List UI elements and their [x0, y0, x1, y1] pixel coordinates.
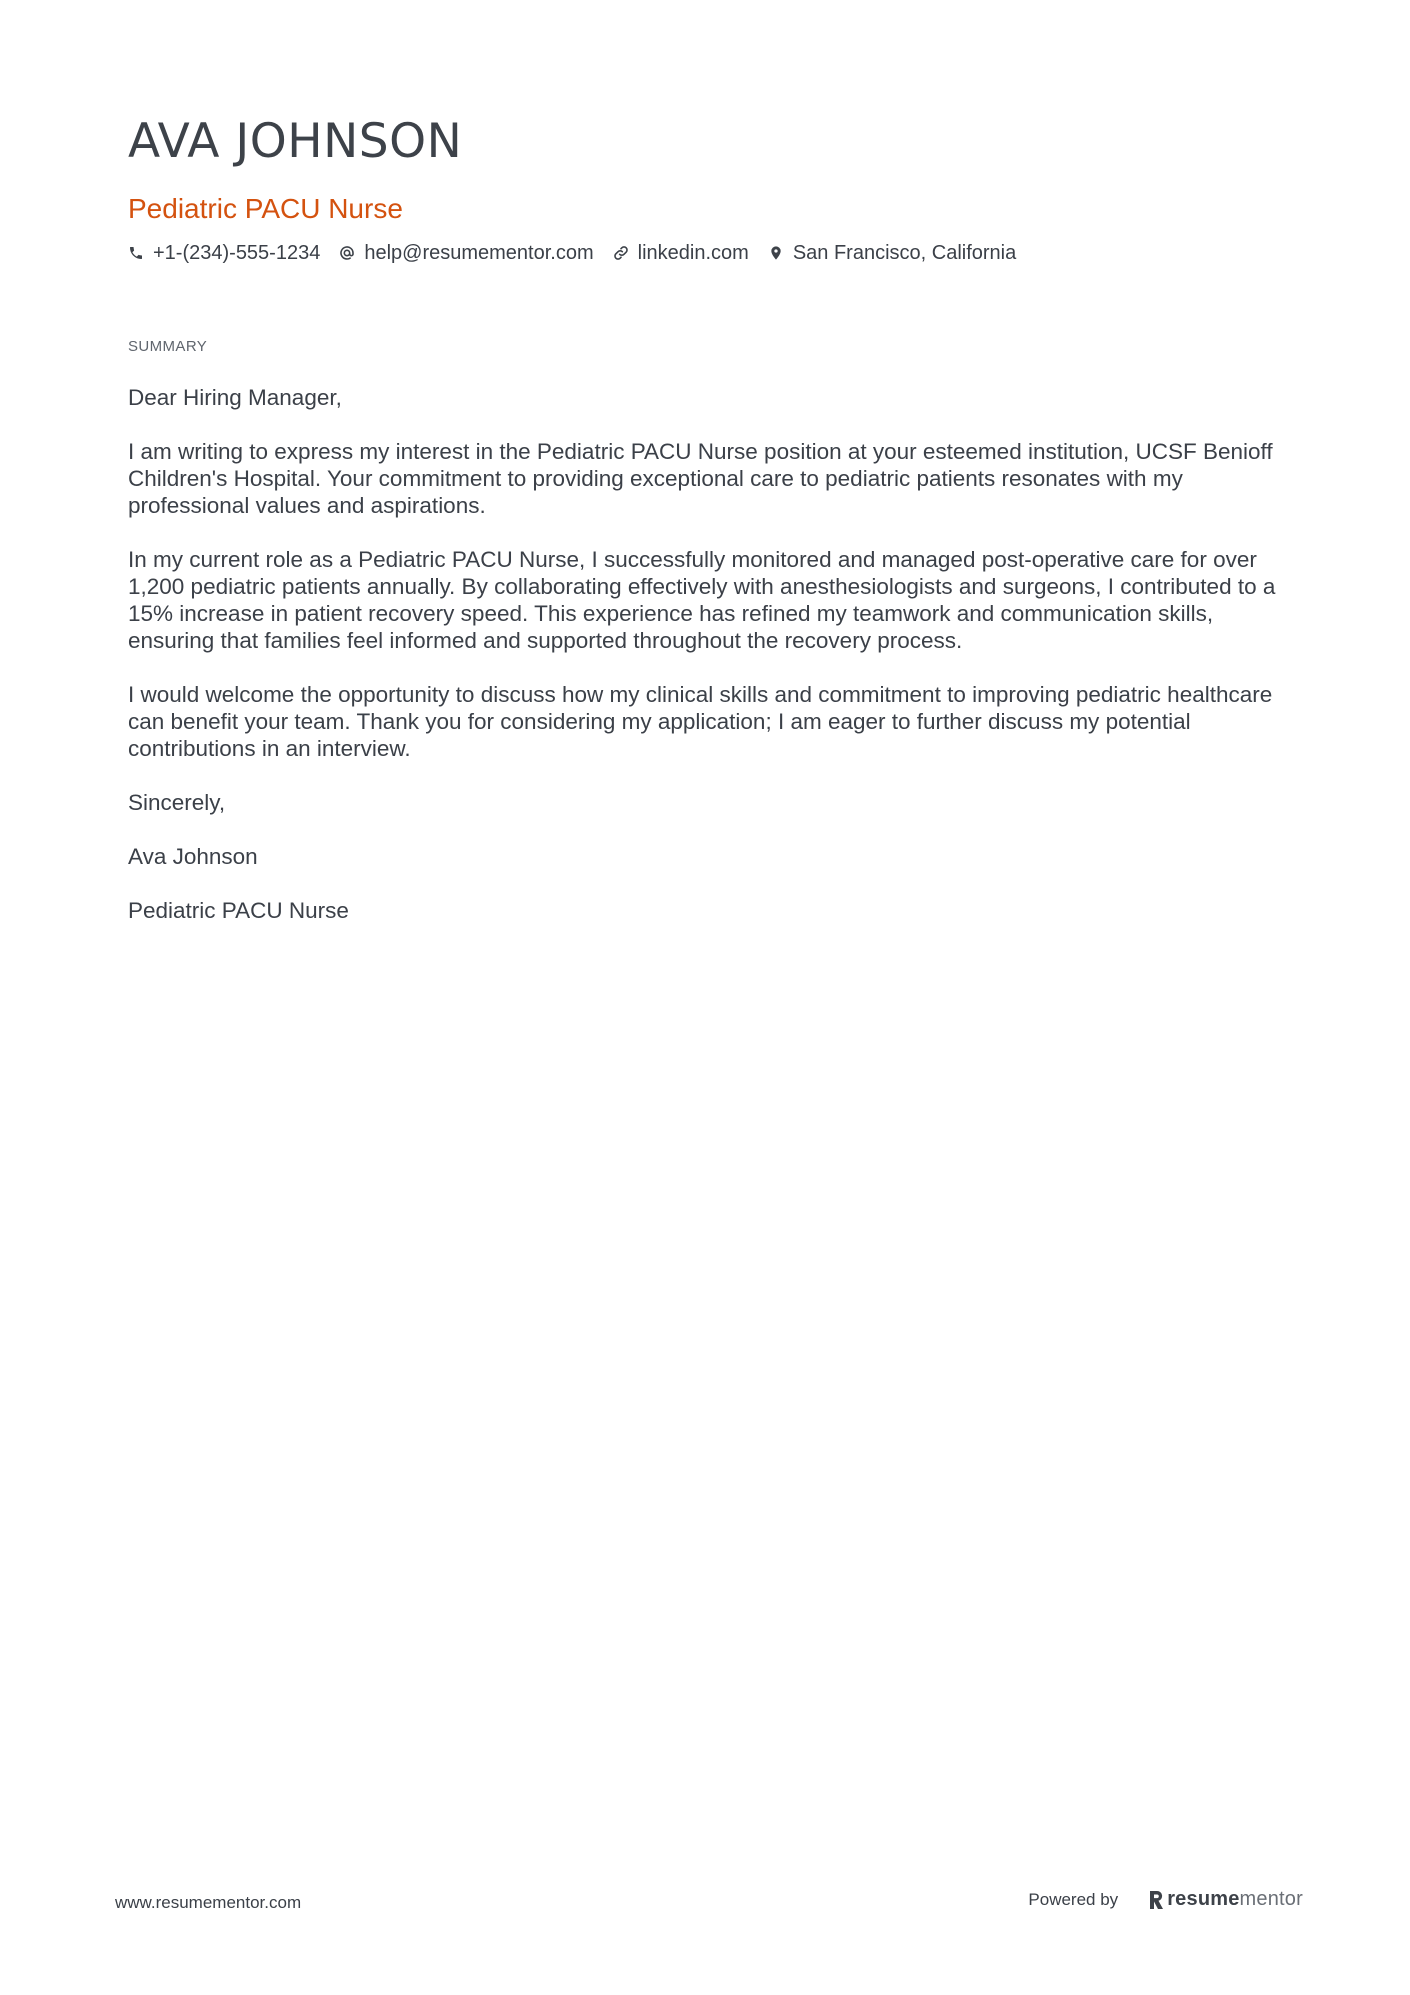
powered-by-label: Powered by	[1028, 1889, 1119, 1909]
linkedin-text: linkedin.com	[637, 242, 749, 264]
at-icon	[339, 245, 355, 261]
section-label-summary: SUMMARY	[128, 338, 208, 355]
signature-title: Pediatric PACU Nurse	[128, 898, 349, 923]
letter-greeting: Dear Hiring Manager,	[128, 385, 342, 410]
contact-location	[768, 240, 1016, 266]
letter-paragraph: I would welcome the opportunity to discuss how my clinical skills and commitment to improving pediatric healthcare can benefit your team. Thank you for considering my application; I am eager to further discuss my potential contributions in an interview.	[128, 682, 1273, 761]
phone-icon	[128, 245, 144, 261]
email-text: help@resumementor.com	[364, 242, 594, 264]
footer-website[interactable]: www.resumementor.com	[115, 1893, 302, 1912]
footer-branding	[1028, 1888, 1303, 1911]
signature-name: Ava Johnson	[128, 844, 258, 869]
letter-body	[128, 384, 1288, 951]
location-text: San Francisco, California	[792, 242, 1017, 264]
phone-text: +1-(234)-555-1234	[153, 242, 321, 264]
letter-paragraph: In my current role as a Pediatric PACU Nurse, I successfully monitored and managed post-operative care for over 1,200 pediatric patients annually. By collaborating effectively with anesthesiologists and surgeons, I contributed to a 15% increase in patient recovery speed. This experience has refined my teamwork and communication skills, ensuring that families feel informed and supported throughout the recovery process.	[128, 547, 1276, 653]
letter-paragraph: I am writing to express my interest in the Pediatric PACU Nurse position at your esteemed institution, UCSF Benioff Children's Hospital. Your commitment to providing exceptional care to pediatric patients resonates with my professional values and aspirations.	[128, 439, 1273, 518]
map-pin-icon	[768, 245, 784, 261]
contact-email[interactable]	[339, 240, 593, 266]
header	[128, 112, 1288, 266]
job-title: Pediatric PACU Nurse	[128, 193, 403, 224]
contact-linkedin[interactable]	[613, 240, 749, 266]
contact-phone[interactable]	[128, 240, 320, 266]
link-icon	[613, 245, 629, 261]
logo-text-bold: resume	[1167, 1888, 1240, 1910]
logo-text-light: mentor	[1239, 1888, 1303, 1910]
contact-bar	[128, 240, 1288, 266]
letter-closing: Sincerely,	[128, 790, 226, 815]
resumementor-logo-icon	[1148, 1890, 1164, 1910]
candidate-name: AVA JOHNSON	[128, 114, 463, 169]
resumementor-logo[interactable]	[1148, 1888, 1303, 1911]
